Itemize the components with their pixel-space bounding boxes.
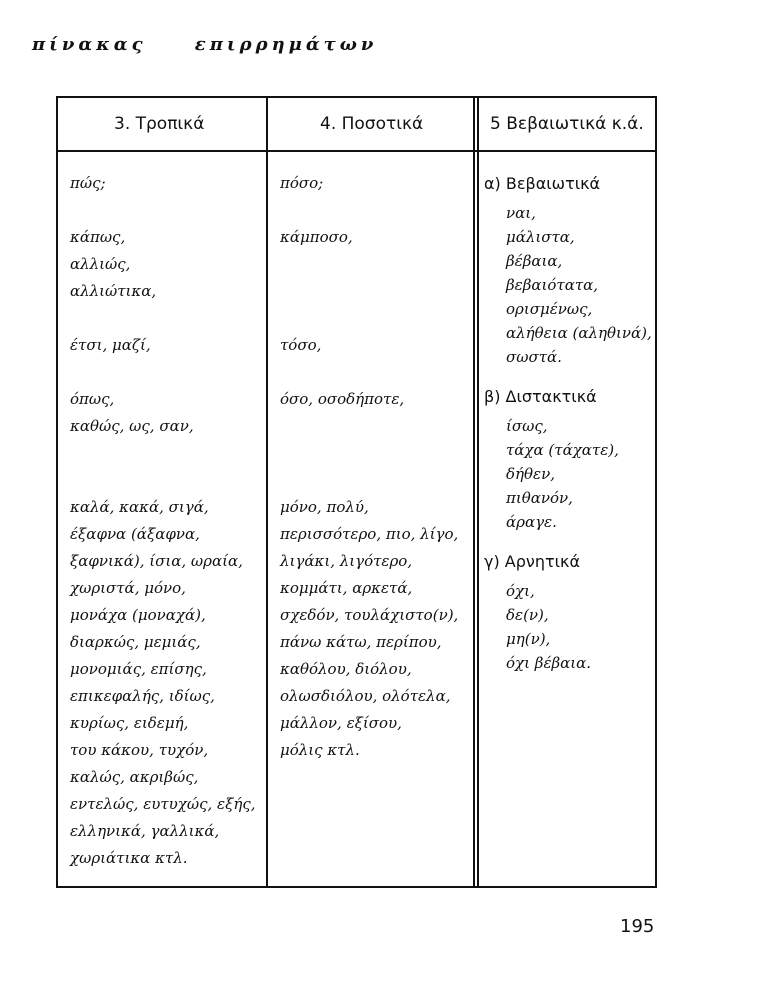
adverb-entry: όσο, οσοδήποτε,: [280, 390, 405, 408]
column-heading-posotika: 4. Ποσοτικά: [320, 114, 424, 134]
adverb-entry: τόσο,: [280, 336, 322, 354]
adverb-entry: άραγε.: [506, 513, 557, 531]
adverb-entry: καθώς, ως, σαν,: [70, 417, 194, 435]
subgroup-heading: γ) Αρνητικά: [484, 552, 580, 571]
adverb-entry: ίσως,: [506, 417, 548, 435]
adverb-entry: πόσο;: [280, 174, 324, 192]
adverb-entry: πιθανόν,: [506, 489, 573, 507]
subgroup-list: [484, 201, 652, 369]
adverb-entry: αλήθεια (αληθινά),: [506, 324, 652, 342]
adverb-entry: αλλιώτικα,: [70, 282, 157, 300]
column-heading-vevaiotika: 5 Βεβαιωτικά κ.ά.: [490, 114, 644, 134]
adverb-entry: [70, 467, 256, 494]
adverb-entry: [280, 251, 458, 278]
adverb-entry: μονομιάς, επίσης,: [70, 660, 207, 678]
adverb-entry: εντελώς, ευτυχώς, εξής,: [70, 795, 256, 813]
adverb-entry: κυρίως, ειδεμή,: [70, 714, 189, 732]
column-tropika: [70, 170, 256, 872]
adverb-entry: πάνω κάτω, περίπου,: [280, 633, 442, 651]
adverb-entry: έξαφνα (άξαφνα,: [70, 525, 200, 543]
adverb-entry: όχι βέβαια.: [506, 654, 592, 672]
adverb-entry: τάχα (τάχατε),: [506, 441, 619, 459]
adverb-entry: [280, 359, 458, 386]
adverb-entry: [280, 467, 458, 494]
column-divider: [473, 98, 475, 886]
adverb-entry: [280, 278, 458, 305]
adverb-entry: βέβαια,: [506, 252, 563, 270]
adverb-entry: όπως,: [70, 390, 115, 408]
subgroup-list: [484, 579, 652, 675]
adverb-entry: μη(ν),: [506, 630, 551, 648]
adverb-entry: [280, 197, 458, 224]
adverb-entry: καθόλου, διόλου,: [280, 660, 412, 678]
adverbs-table: [56, 96, 657, 888]
adverb-entry: καλώς, ακριβώς,: [70, 768, 199, 786]
adverb-entry: καλά, κακά, σιγά,: [70, 498, 209, 516]
page-number: 195: [620, 916, 655, 937]
adverb-entry: ελληνικά, γαλλικά,: [70, 822, 220, 840]
adverb-entry: σχεδόν, τουλάχιστο(ν),: [280, 606, 459, 624]
adverb-entry: [70, 440, 256, 467]
adverb-entry: βεβαιότατα,: [506, 276, 599, 294]
adverb-entry: χωριστά, μόνο,: [70, 579, 186, 597]
header-divider: [58, 150, 655, 152]
adverb-entry: δήθεν,: [506, 465, 555, 483]
subgroup-heading: β) Διστακτικά: [484, 387, 597, 406]
adverb-entry: [280, 413, 458, 440]
adverb-entry: [280, 440, 458, 467]
page-header-title: πίνακας επιρρημάτων: [32, 34, 378, 55]
column-posotika: [280, 170, 458, 764]
adverb-entry: χωριάτικα κτλ.: [70, 849, 188, 867]
subgroup-heading: α) Βεβαιωτικά: [484, 174, 601, 193]
adverb-entry: λιγάκι, λιγότερο,: [280, 552, 413, 570]
adverb-entry: έτσι, μαζί,: [70, 336, 151, 354]
adverb-entry: σωστά.: [506, 348, 562, 366]
adverb-entry: κάπως,: [70, 228, 126, 246]
adverb-entry: μονάχα (μοναχά),: [70, 606, 206, 624]
adverb-entry: κάμποσο,: [280, 228, 353, 246]
adverb-entry: δε(ν),: [506, 606, 549, 624]
adverb-entry: όχι,: [506, 582, 535, 600]
adverb-entry: μόλις κτλ.: [280, 741, 360, 759]
adverb-entry: μάλλον, εξίσου,: [280, 714, 402, 732]
column-heading-tropika: 3. Τροπικά: [114, 114, 205, 134]
adverb-entry: αλλιώς,: [70, 255, 131, 273]
adverb-entry: κομμάτι, αρκετά,: [280, 579, 413, 597]
adverb-entry: ξαφνικά), ίσια, ωραία,: [70, 552, 243, 570]
adverb-entry: ναι,: [506, 204, 536, 222]
column-vevaiotika: [484, 170, 652, 675]
column-divider: [477, 98, 479, 886]
adverb-entry: πώς;: [70, 174, 106, 192]
adverb-entry: [280, 305, 458, 332]
adverb-entry: ορισμένως,: [506, 300, 593, 318]
adverb-entry: [70, 359, 256, 386]
adverb-entry: [70, 197, 256, 224]
adverb-entry: περισσότερο, πιο, λίγο,: [280, 525, 459, 543]
adverb-entry: [70, 305, 256, 332]
adverb-entry: του κάκου, τυχόν,: [70, 741, 209, 759]
adverb-entry: μάλιστα,: [506, 228, 575, 246]
column-divider: [266, 98, 268, 886]
subgroup-list: [484, 414, 652, 534]
adverb-entry: επικεφαλής, ιδίως,: [70, 687, 215, 705]
adverb-entry: διαρκώς, μεμιάς,: [70, 633, 201, 651]
adverb-entry: ολωσδιόλου, ολότελα,: [280, 687, 451, 705]
adverb-entry: μόνο, πολύ,: [280, 498, 369, 516]
